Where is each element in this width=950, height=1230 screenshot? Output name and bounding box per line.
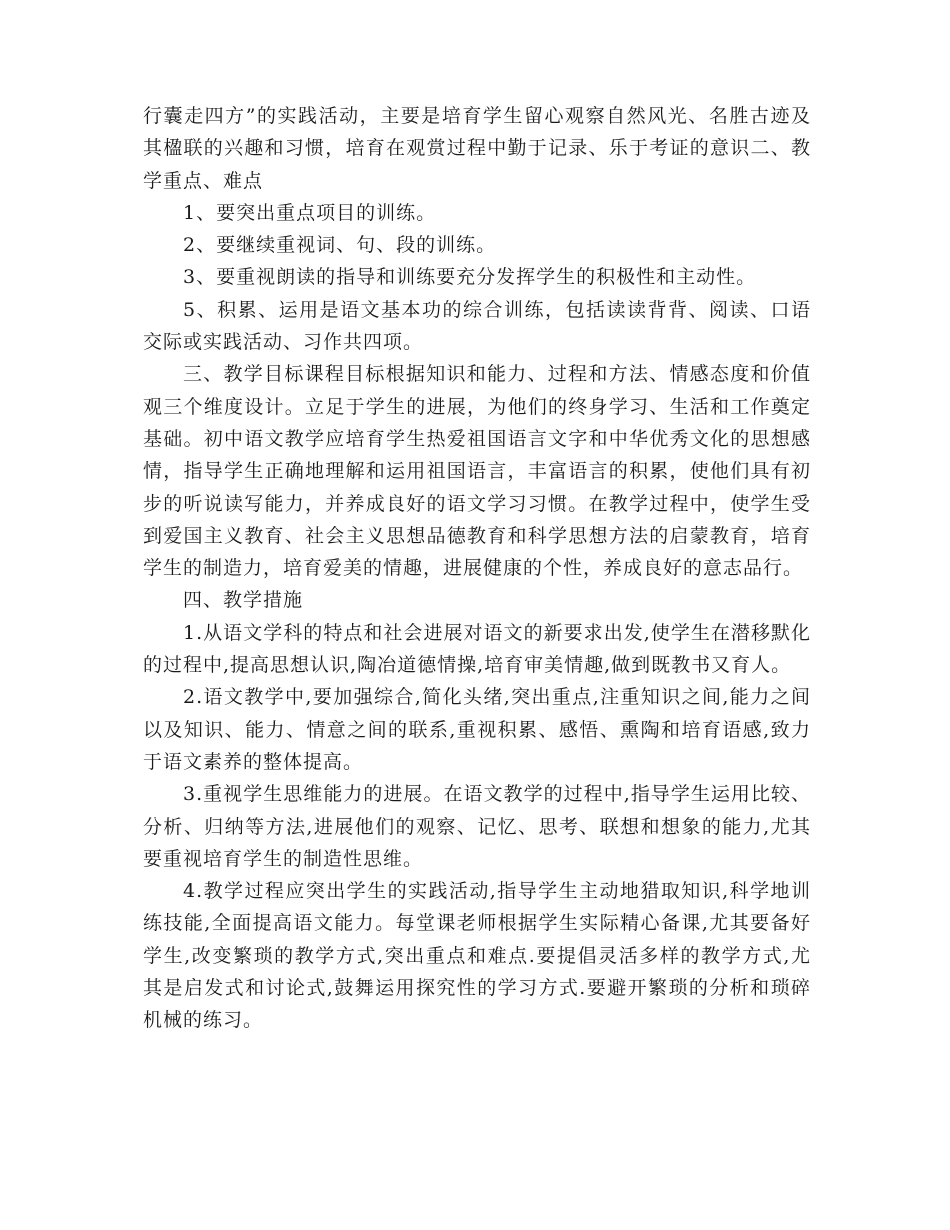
paragraph-measure-1: 1.从语文学科的特点和社会进展对语文的新要求出发,使学生在潜移默化的过程中,提高思想认识,陶冶道德情操,培育审美情趣,做到既教书又育人。: [143, 621, 811, 677]
paragraph-key-point-3: 3、要重视朗读的指导和训练要充分发挥学生的积极性和主动性。: [183, 266, 757, 289]
paragraph-measure-2: 2.语文教学中,要加强综合,简化头绪,突出重点,注重知识之间,能力之间以及知识、能力、情意之间的联系,重视积累、感悟、熏陶和培育语感,致力于语文素养的整体提高。: [143, 686, 811, 773]
document-body: [143, 100, 811, 1037]
paragraph-measure-3: 3.重视学生思维能力的进展。在语文教学的过程中,指导学生运用比较、分析、归纳等方法,进展他们的观察、记忆、思考、联想和想象的能力,尤其要重视培育学生的制造性思维。: [143, 783, 811, 870]
paragraph-key-point-2: 2、要继续重视词、句、段的训练。: [183, 234, 497, 257]
paragraph-intro-continuation: 行囊走四方”的实践活动，主要是培育学生留心观察自然风光、名胜古迹及其楹联的兴趣和习惯，培育在观赏过程中勤于记录、乐于考证的意识二、教学重点、难点: [143, 105, 811, 192]
paragraph-teaching-goals: 三、教学目标课程目标根据知识和能力、过程和方法、情感态度和价值观三个维度设计。立足于学生的进展，为他们的终身学习、生活和工作奠定基础。初中语文教学应培育学生热爱祖国语言文字和中华优秀文化的思想感情，指导学生正确地理解和运用祖国语言，丰富语言的积累，使他们具有初步的听说读写能力，并养成良好的语文学习习惯。在教学过程中，使学生受到爱国主义教育、社会主义思想品德教育和科学思想方法的启蒙教育，培育学生的制造力，培育爱美的情趣，进展健康的个性，养成良好的意志品行。: [143, 363, 811, 580]
paragraph-key-point-1: 1、要突出重点项目的训练。: [183, 201, 437, 224]
section-heading-teaching-measures: 四、教学措施: [183, 589, 304, 612]
paragraph-measure-4: 4.教学过程应突出学生的实践活动,指导学生主动地猎取知识,科学地训练技能,全面提高语文能力。每堂课老师根据学生实际精心备课,尤其要备好学生,改变繁琐的教学方式,突出重点和难点.要提倡灵活多样的教学方式,尤其是启发式和讨论式,鼓舞运用探究性的学习方式.要避开繁琐的分析和琐碎机械的练习。: [143, 880, 811, 1032]
paragraph-key-point-5: 5、积累、运用是语文基本功的综合训练，包括读读背背、阅读、口语交际或实践活动、习作共四项。: [143, 298, 811, 354]
